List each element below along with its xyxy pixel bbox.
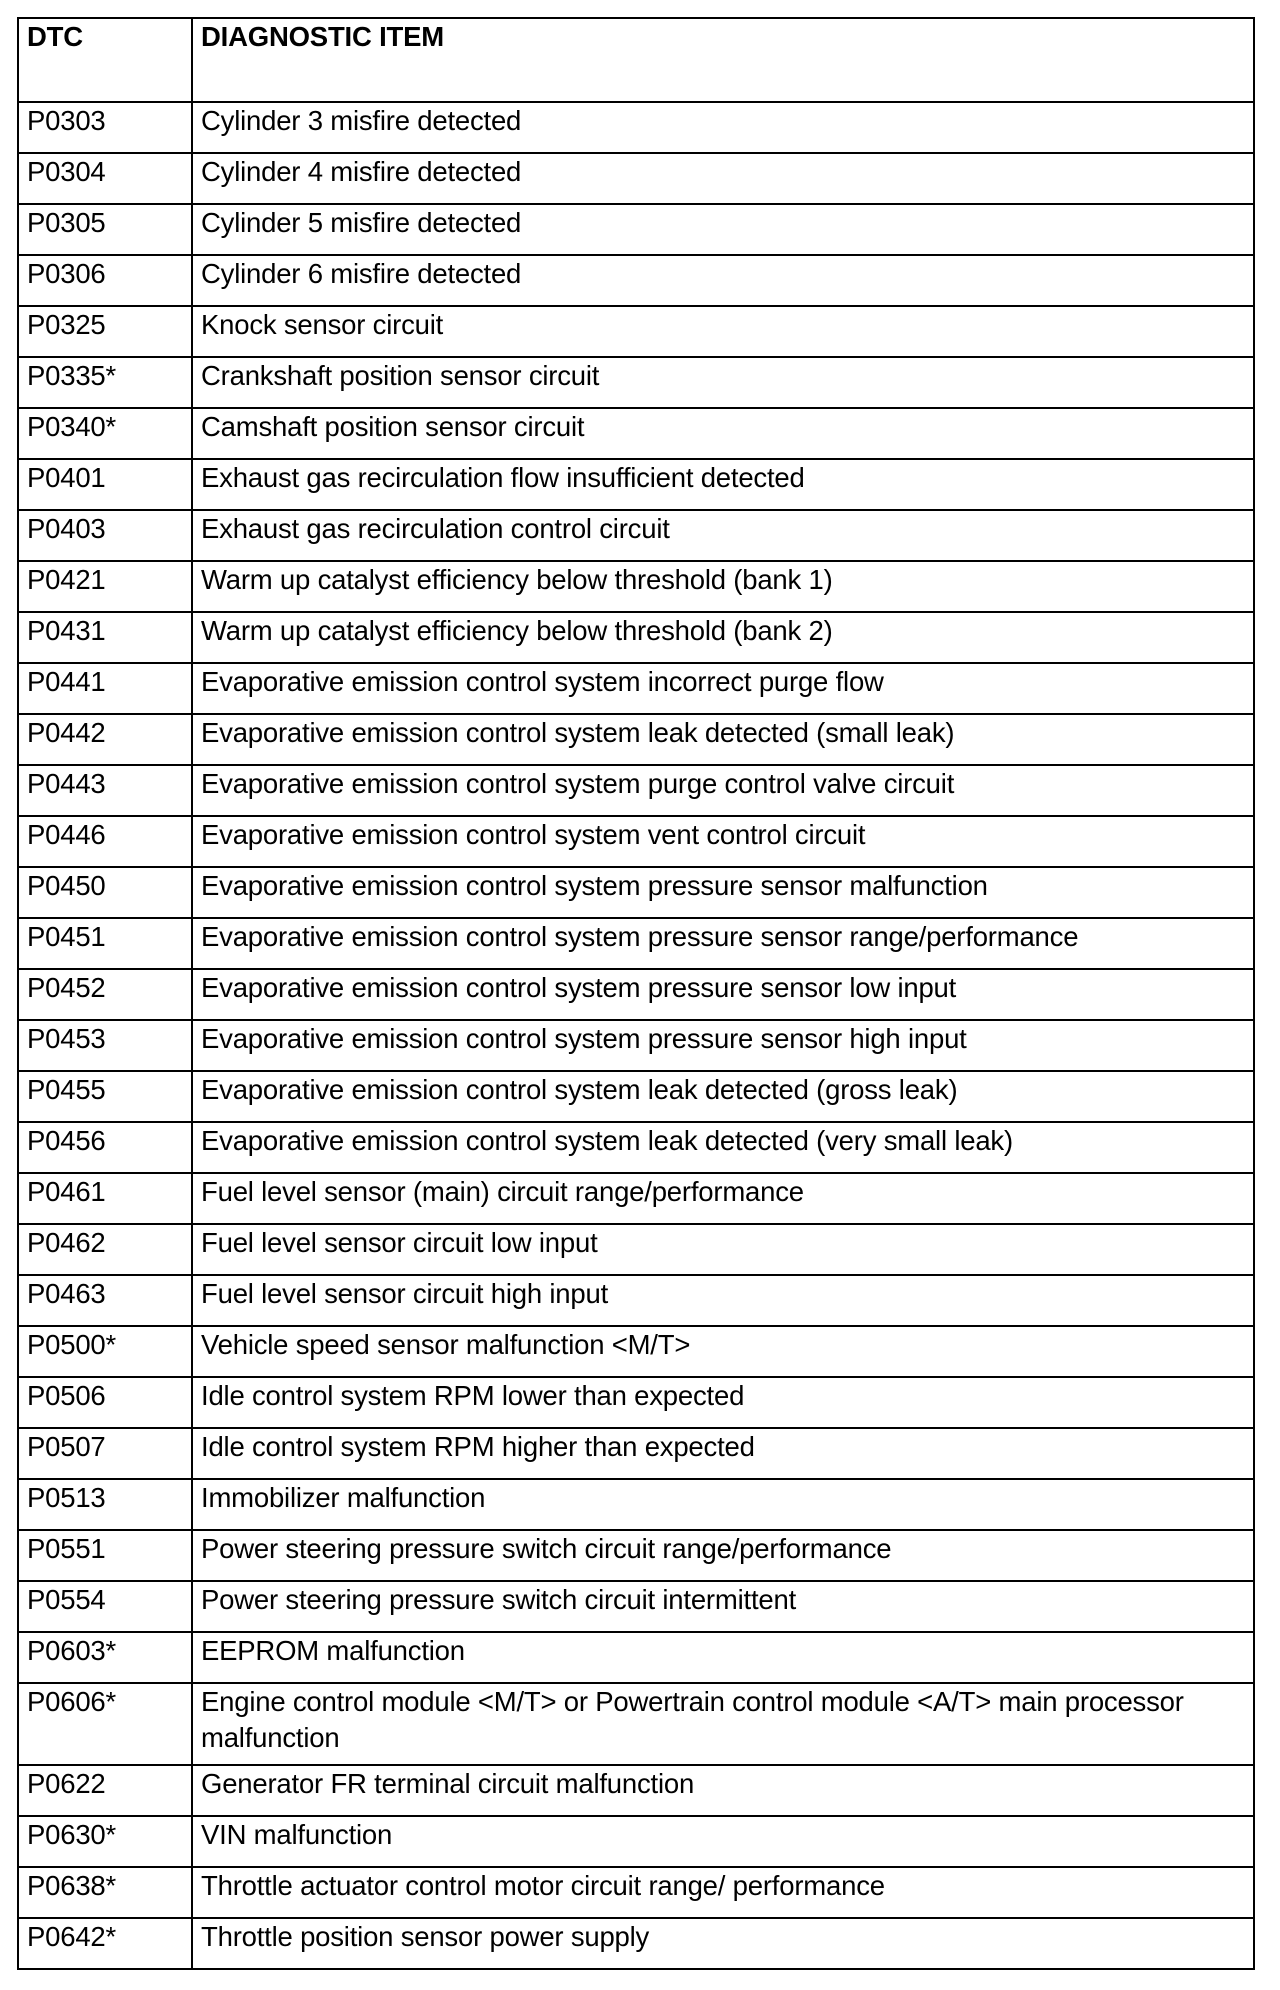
dtc-code-cell: P0606* xyxy=(18,1683,192,1765)
table-row xyxy=(18,1275,1254,1326)
table-row xyxy=(18,1428,1254,1479)
diagnostic-item-cell: Evaporative emission control system incorrect purge flow xyxy=(192,663,1254,714)
dtc-code-cell: P0551 xyxy=(18,1530,192,1581)
diagnostic-item-cell: Cylinder 3 misfire detected xyxy=(192,102,1254,153)
table-row xyxy=(18,867,1254,918)
table-row xyxy=(18,1173,1254,1224)
diagnostic-item-cell: Cylinder 4 misfire detected xyxy=(192,153,1254,204)
diagnostic-item-cell: Evaporative emission control system pressure sensor low input xyxy=(192,969,1254,1020)
table-row xyxy=(18,153,1254,204)
dtc-code-cell: P0603* xyxy=(18,1632,192,1683)
dtc-code-cell: P0442 xyxy=(18,714,192,765)
table-row xyxy=(18,1479,1254,1530)
dtc-code-cell: P0463 xyxy=(18,1275,192,1326)
table-row xyxy=(18,1377,1254,1428)
dtc-code-cell: P0335* xyxy=(18,357,192,408)
diagnostic-item-cell: Immobilizer malfunction xyxy=(192,1479,1254,1530)
dtc-code-cell: P0446 xyxy=(18,816,192,867)
dtc-code-cell: P0630* xyxy=(18,1816,192,1867)
dtc-code-cell: P0403 xyxy=(18,510,192,561)
diagnostic-item-cell: Knock sensor circuit xyxy=(192,306,1254,357)
dtc-table xyxy=(17,17,1255,1970)
table-row xyxy=(18,714,1254,765)
table-row xyxy=(18,255,1254,306)
diagnostic-item-cell: Evaporative emission control system pressure sensor high input xyxy=(192,1020,1254,1071)
diagnostic-item-cell: Exhaust gas recirculation flow insufficient detected xyxy=(192,459,1254,510)
dtc-code-cell: P0306 xyxy=(18,255,192,306)
diagnostic-item-cell: Evaporative emission control system leak detected (gross leak) xyxy=(192,1071,1254,1122)
dtc-code-cell: P0622 xyxy=(18,1765,192,1816)
diagnostic-item-cell: VIN malfunction xyxy=(192,1816,1254,1867)
dtc-code-cell: P0500* xyxy=(18,1326,192,1377)
diagnostic-item-cell: Warm up catalyst efficiency below threshold (bank 1) xyxy=(192,561,1254,612)
table-row xyxy=(18,663,1254,714)
dtc-code-cell: P0431 xyxy=(18,612,192,663)
dtc-code-cell: P0462 xyxy=(18,1224,192,1275)
diagnostic-item-cell: Throttle actuator control motor circuit range/ performance xyxy=(192,1867,1254,1918)
diagnostic-item-cell: Power steering pressure switch circuit range/performance xyxy=(192,1530,1254,1581)
dtc-code-cell: P0455 xyxy=(18,1071,192,1122)
table-row xyxy=(18,357,1254,408)
table-row xyxy=(18,1020,1254,1071)
table-row xyxy=(18,918,1254,969)
dtc-code-cell: P0450 xyxy=(18,867,192,918)
dtc-code-cell: P0638* xyxy=(18,1867,192,1918)
diagnostic-item-cell: EEPROM malfunction xyxy=(192,1632,1254,1683)
diagnostic-item-cell: Cylinder 6 misfire detected xyxy=(192,255,1254,306)
diagnostic-item-cell: Fuel level sensor circuit high input xyxy=(192,1275,1254,1326)
table-row xyxy=(18,1918,1254,1969)
table-row xyxy=(18,612,1254,663)
table-row xyxy=(18,816,1254,867)
diagnostic-item-cell: Evaporative emission control system leak detected (very small leak) xyxy=(192,1122,1254,1173)
dtc-code-cell: P0305 xyxy=(18,204,192,255)
diagnostic-item-cell: Crankshaft position sensor circuit xyxy=(192,357,1254,408)
dtc-code-cell: P0506 xyxy=(18,1377,192,1428)
table-row xyxy=(18,765,1254,816)
table-row xyxy=(18,1816,1254,1867)
table-row xyxy=(18,408,1254,459)
diagnostic-item-cell: Idle control system RPM higher than expected xyxy=(192,1428,1254,1479)
diagnostic-item-cell: Idle control system RPM lower than expected xyxy=(192,1377,1254,1428)
header-diagnostic-item: DIAGNOSTIC ITEM xyxy=(192,18,1254,102)
table-row xyxy=(18,1683,1254,1765)
diagnostic-item-cell: Generator FR terminal circuit malfunction xyxy=(192,1765,1254,1816)
diagnostic-item-cell: Cylinder 5 misfire detected xyxy=(192,204,1254,255)
table-row xyxy=(18,102,1254,153)
table-body xyxy=(18,102,1254,1969)
table-row xyxy=(18,1765,1254,1816)
header-dtc: DTC xyxy=(18,18,192,102)
diagnostic-item-cell: Exhaust gas recirculation control circuit xyxy=(192,510,1254,561)
dtc-code-cell: P0513 xyxy=(18,1479,192,1530)
diagnostic-item-cell: Evaporative emission control system purge control valve circuit xyxy=(192,765,1254,816)
diagnostic-item-cell: Evaporative emission control system pressure sensor range/performance xyxy=(192,918,1254,969)
table-row xyxy=(18,1581,1254,1632)
table-row xyxy=(18,459,1254,510)
diagnostic-item-cell: Engine control module <M/T> or Powertrain control module <A/T> main processor malfunction xyxy=(192,1683,1254,1765)
diagnostic-item-cell: Evaporative emission control system leak detected (small leak) xyxy=(192,714,1254,765)
table-row xyxy=(18,1071,1254,1122)
table-row xyxy=(18,969,1254,1020)
diagnostic-item-cell: Warm up catalyst efficiency below threshold (bank 2) xyxy=(192,612,1254,663)
diagnostic-item-cell: Evaporative emission control system vent control circuit xyxy=(192,816,1254,867)
diagnostic-item-cell: Vehicle speed sensor malfunction <M/T> xyxy=(192,1326,1254,1377)
table-row xyxy=(18,561,1254,612)
diagnostic-item-cell: Camshaft position sensor circuit xyxy=(192,408,1254,459)
diagnostic-item-cell: Fuel level sensor (main) circuit range/performance xyxy=(192,1173,1254,1224)
table-row xyxy=(18,1224,1254,1275)
table-header-row xyxy=(18,18,1254,102)
dtc-code-cell: P0642* xyxy=(18,1918,192,1969)
table-row xyxy=(18,1122,1254,1173)
table-row xyxy=(18,306,1254,357)
dtc-code-cell: P0451 xyxy=(18,918,192,969)
dtc-code-cell: P0453 xyxy=(18,1020,192,1071)
dtc-code-cell: P0452 xyxy=(18,969,192,1020)
diagnostic-item-cell: Throttle position sensor power supply xyxy=(192,1918,1254,1969)
dtc-code-cell: P0304 xyxy=(18,153,192,204)
dtc-code-cell: P0456 xyxy=(18,1122,192,1173)
table-row xyxy=(18,1867,1254,1918)
table-row xyxy=(18,204,1254,255)
table-row xyxy=(18,1530,1254,1581)
dtc-code-cell: P0554 xyxy=(18,1581,192,1632)
dtc-code-cell: P0303 xyxy=(18,102,192,153)
dtc-code-cell: P0443 xyxy=(18,765,192,816)
dtc-code-cell: P0461 xyxy=(18,1173,192,1224)
diagnostic-item-cell: Fuel level sensor circuit low input xyxy=(192,1224,1254,1275)
dtc-code-cell: P0325 xyxy=(18,306,192,357)
table-row xyxy=(18,1632,1254,1683)
table-row xyxy=(18,510,1254,561)
diagnostic-item-cell: Evaporative emission control system pressure sensor malfunction xyxy=(192,867,1254,918)
dtc-code-cell: P0401 xyxy=(18,459,192,510)
table-row xyxy=(18,1326,1254,1377)
dtc-code-cell: P0507 xyxy=(18,1428,192,1479)
dtc-code-cell: P0340* xyxy=(18,408,192,459)
dtc-code-cell: P0441 xyxy=(18,663,192,714)
dtc-code-cell: P0421 xyxy=(18,561,192,612)
diagnostic-item-cell: Power steering pressure switch circuit intermittent xyxy=(192,1581,1254,1632)
